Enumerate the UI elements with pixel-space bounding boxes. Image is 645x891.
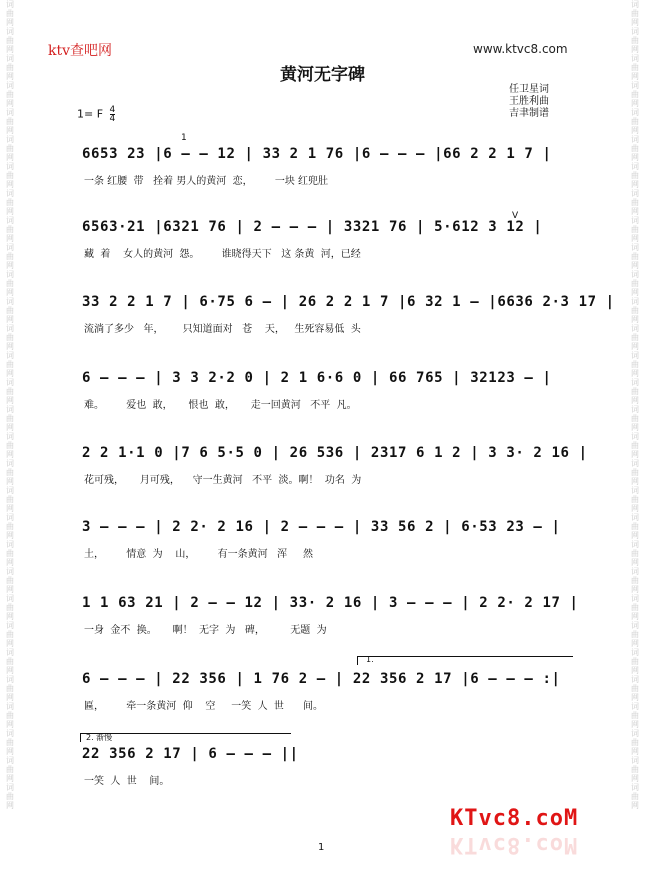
score-line-6-notes: 3 ‒ ‒ ‒ | 2 2· 2 16 | 2 ‒ ‒ ‒ | 33 56 2 | 6·53 23 ‒ | bbox=[82, 519, 561, 535]
ktvc8-logo: KTvc8.coM bbox=[450, 806, 579, 831]
score-line-3-notes: 33 2 2 1 7 | 6·75 6 ‒ | 26 2 2 1 7 |6 32 1 ‒ |6636 2·3 17 | bbox=[82, 294, 615, 310]
score-line-6-lyrics: 土， 情意 为 山， 有一条黄河 浑 然 bbox=[84, 549, 314, 560]
time-signature bbox=[110, 106, 116, 123]
score-line-5-lyrics: 花可残， 月可残， 守一生黄河 不平 淡。啊！ 功名 为 bbox=[84, 475, 362, 486]
time-bottom: 4 bbox=[109, 114, 116, 124]
score-line-7-notes: 1 1 63 21 | 2 ‒ ‒ 12 | 33· 2 16 | 3 ‒ ‒ ‒ | 2 2· 2 17 | bbox=[82, 595, 579, 611]
composer: 王胜利曲 bbox=[509, 96, 549, 107]
side-watermark-left: 词曲网词曲网词曲网词曲网词曲网词曲网词曲网词曲网词曲网词曲网词曲网词曲网词曲网词曲网词曲网词曲网词曲网词曲网词曲网词曲网词曲网词曲网词曲网词曲网词曲网词曲网词曲网词曲网词曲网词曲网 bbox=[6, 0, 14, 810]
fermata-mark: 1 bbox=[181, 133, 187, 143]
engraver: 吉聿制谱 bbox=[509, 108, 549, 119]
ktvc8-logo-reflection: KTvc8.coM bbox=[450, 832, 579, 857]
score-line-7-lyrics: 一身 金不 换。 啊！ 无字 为 碑， 无题 为 bbox=[84, 625, 327, 636]
score-line-9-lyrics: 一笑 人 世 间。 bbox=[84, 776, 170, 787]
song-title: 黄河无字碑 bbox=[280, 65, 365, 85]
key-label: 1= F bbox=[77, 107, 104, 121]
credits bbox=[509, 84, 549, 120]
score-line-9-notes: 22 356 2 17 | 6 ‒ ‒ ‒ || bbox=[82, 746, 299, 762]
volta-2-label: 2. 渐慢 bbox=[86, 733, 113, 742]
page-number: 1 bbox=[318, 842, 325, 853]
time-top: 4 bbox=[109, 105, 116, 115]
breath-mark: V bbox=[512, 211, 519, 221]
site-url: www.ktvc8.com bbox=[473, 42, 568, 56]
score-line-2-notes: 6563·21 |6321 76 | 2 ‒ ‒ ‒ | 3321 76 | 5·612 3 12 | bbox=[82, 219, 543, 235]
score-line-2-lyrics: 藏 着 女人的黄河 怨。 谁晓得天下 这 条黄 河，已经 bbox=[84, 249, 361, 260]
volta-1-bracket bbox=[357, 656, 573, 665]
score-line-8-notes: 6 ‒ ‒ ‒ | 22 356 | 1 76 2 ‒ | 22 356 2 17 |6 ‒ ‒ ‒ :| bbox=[82, 671, 561, 687]
score-line-4-notes: 6 ‒ ‒ ‒ | 3 3 2·2 0 | 2 1 6·6 0 | 66 765 | 32123 ‒ | bbox=[82, 370, 552, 386]
brand-text: ktv查吧网 bbox=[48, 43, 113, 59]
lyricist: 任卫星词 bbox=[509, 84, 549, 95]
key-signature bbox=[77, 106, 115, 123]
side-watermark-right: 词曲网词曲网词曲网词曲网词曲网词曲网词曲网词曲网词曲网词曲网词曲网词曲网词曲网词曲网词曲网词曲网词曲网词曲网词曲网词曲网词曲网词曲网词曲网词曲网词曲网词曲网词曲网词曲网词曲网词曲网 bbox=[631, 0, 639, 810]
volta-1-label: 1. bbox=[366, 655, 374, 664]
score-line-1-notes: 6653 23 |6 ‒ ‒ 12 | 33 2 1 76 |6 ‒ ‒ ‒ |66 2 2 1 7 | bbox=[82, 146, 552, 162]
score-line-3-lyrics: 流淌了多少 年， 只知道面对 苍 天， 生死容易低 头 bbox=[84, 324, 361, 335]
score-line-1-lyrics: 一条 红腰 带 拴着 男人的黄河 恋， 一块 红兜肚 bbox=[84, 176, 329, 187]
score-line-8-lyrics: 匾， 牵一条黄河 仰 空 一笑 人 世 间。 bbox=[84, 701, 324, 712]
score-line-4-lyrics: 难。 爱也 敢， 恨也 敢， 走一回黄河 不平 凡。 bbox=[84, 400, 357, 411]
score-line-5-notes: 2 2 1·1 0 |7 6 5·5 0 | 26 536 | 2317 6 1 2 | 3 3· 2 16 | bbox=[82, 445, 588, 461]
